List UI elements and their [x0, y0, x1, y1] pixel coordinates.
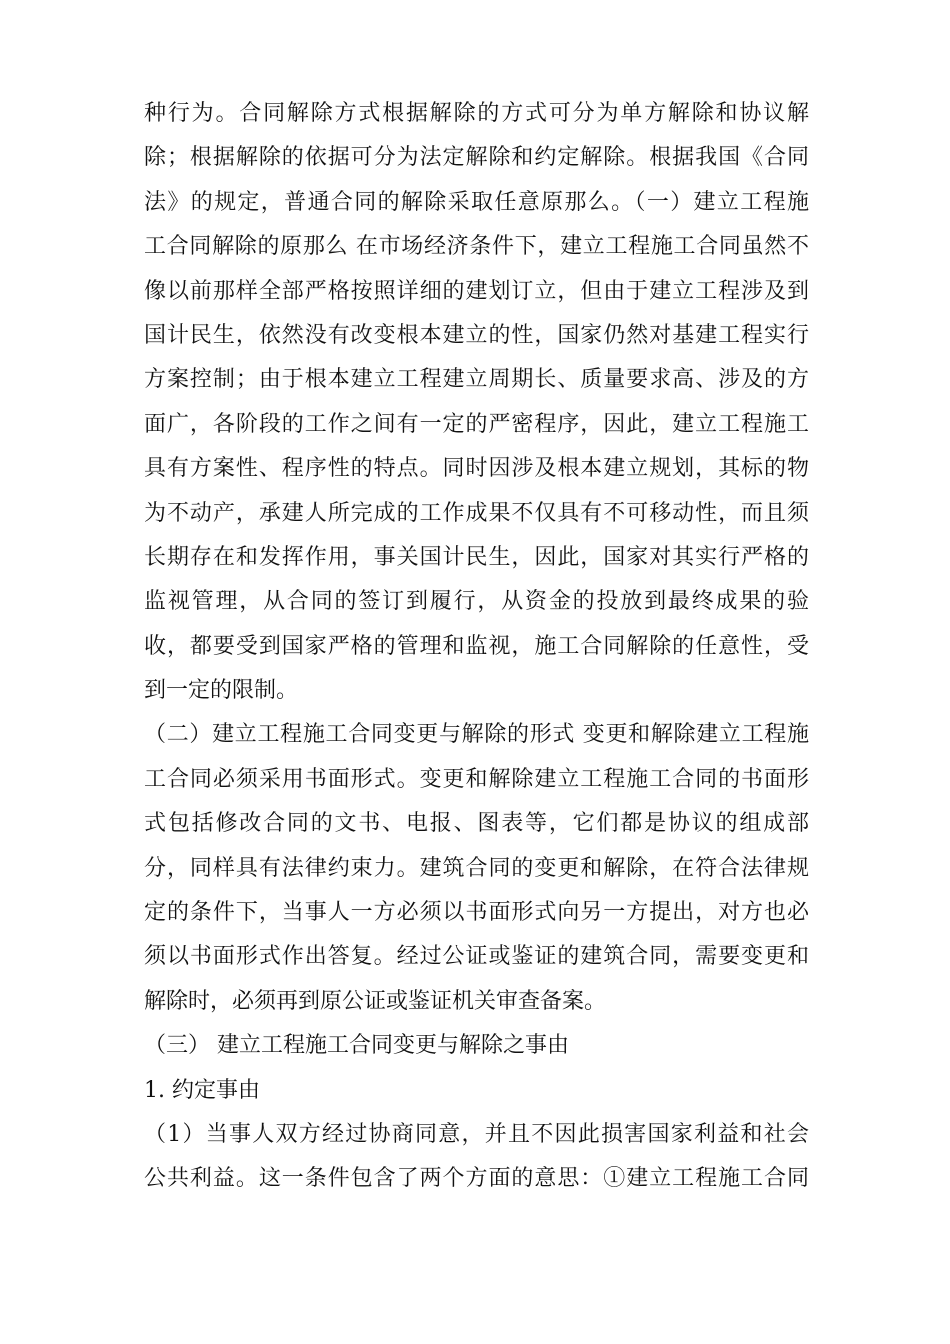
- text-line: 定的条件下，当事人一方必须以书面形式向另一方提出，对方也必: [144, 900, 809, 926]
- text-line: 具有方案性、程序性的特点。同时因涉及根本建立规划，其标的物: [144, 456, 809, 482]
- text-line: （1）当事人双方经过协商同意，并且不因此损害国家利益和社会: [144, 1121, 809, 1147]
- text-line: 面广，各阶段的工作之间有一定的严密程序，因此，建立工程施工: [144, 411, 809, 437]
- text-line: 为不动产，承建人所完成的工作成果不仅具有不可移动性，而且须: [144, 500, 809, 526]
- text-line: 国计民生，依然没有改变根本建立的性，国家仍然对基建工程实行: [144, 322, 809, 348]
- text-line: 种行为。合同解除方式根据解除的方式可分为单方解除和协议解: [144, 101, 809, 126]
- text-line: （二）建立工程施工合同变更与解除的形式 变更和解除建立工程施: [144, 722, 809, 748]
- text-line: 到一定的限制。: [144, 678, 299, 704]
- text-line: 收，都要受到国家严格的管理和监视，施工合同解除的任意性，受: [144, 633, 809, 659]
- text-line: 像以前那样全部严格按照详细的建划订立，但由于建立工程涉及到: [144, 278, 809, 304]
- text-line: 工合同解除的原那么 在市场经济条件下，建立工程施工合同虽然不: [144, 234, 809, 260]
- text-line: 除；根据解除的依据可分为法定解除和约定解除。根据我国《合同: [144, 145, 809, 171]
- text-line: 法》的规定，普通合同的解除采取任意原那么。（一）建立工程施: [144, 189, 809, 215]
- text-line: 方案控制；由于根本建立工程建立周期长、质量要求高、涉及的方: [144, 367, 809, 393]
- text-line: 工合同必须采用书面形式。变更和解除建立工程施工合同的书面形: [144, 766, 809, 792]
- text-line: 式包括修改合同的文书、电报、图表等，它们都是协议的组成部: [144, 811, 809, 837]
- text-line: 监视管理，从合同的签订到履行，从资金的投放到最终成果的验: [144, 589, 809, 615]
- document-body: [144, 92, 809, 1202]
- text-line: 分，同样具有法律约束力。建筑合同的变更和解除，在符合法律规: [144, 855, 809, 881]
- text-line: 1. 约定事由: [144, 1077, 260, 1103]
- text-line: 长期存在和发挥作用，事关国计民生，因此，国家对其实行严格的: [144, 544, 809, 570]
- text-line: （三） 建立工程施工合同变更与解除之事由: [144, 1033, 569, 1059]
- text-line: 须以书面形式作出答复。经过公证或鉴证的建筑合同，需要变更和: [144, 944, 809, 970]
- text-line: 公共利益。这一条件包含了两个方面的意思：①建立工程施工合同: [144, 1166, 809, 1192]
- text-line: 解除时，必须再到原公证或鉴证机关审查备案。: [144, 988, 607, 1014]
